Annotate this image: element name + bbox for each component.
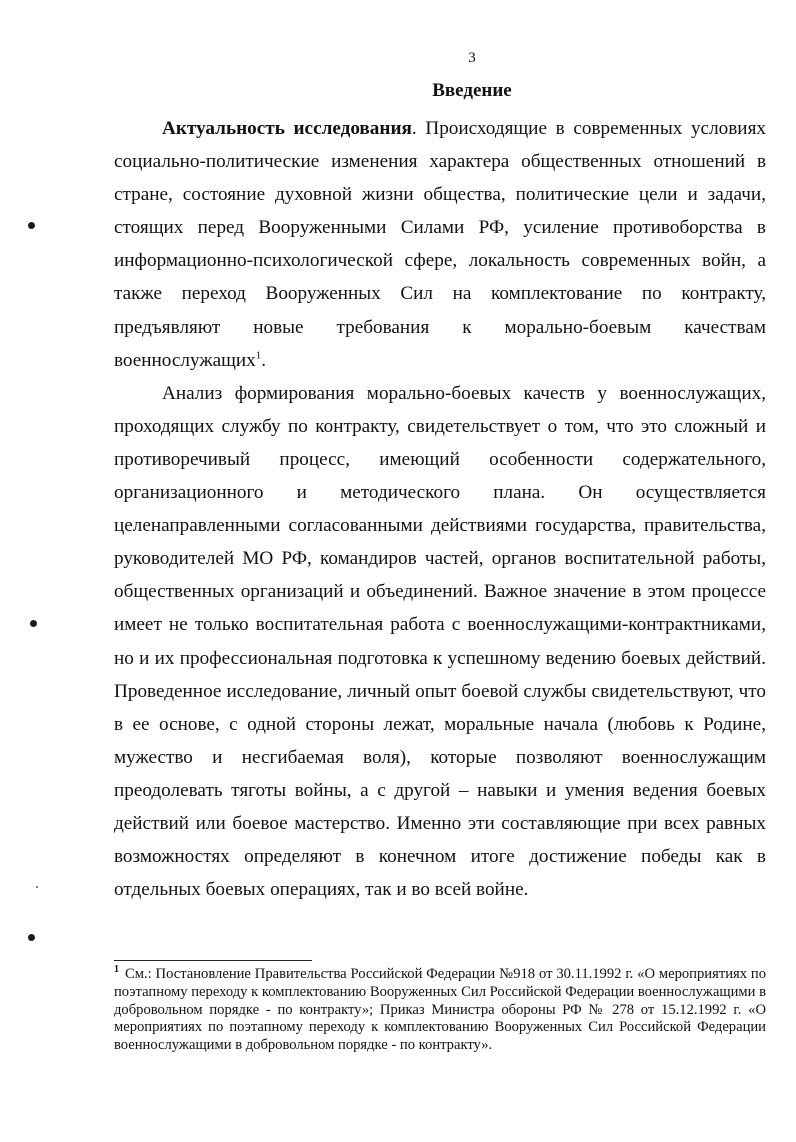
footnote-separator [114, 960, 312, 961]
paragraph-lead: Актуальность исследования [162, 118, 412, 139]
paragraph-relevance [114, 112, 766, 377]
paragraph-end: . [261, 349, 267, 371]
paragraph-lead-punct: . [411, 118, 426, 139]
section-heading: Введение [432, 80, 512, 101]
paragraph-text: Происходящие в современных условиях социально-политические изменения характера общественных отношений в стране, состояние духовной жизни общества, политические цели и задачи, стоящих перед Вооруженными Силами РФ, усиление противоборства в информационно-психологической сфере, локальность современных войн, а также переход Вооруженных Сил на комплектование по контракту, предъявляют новые требования к морально-боевым качествам военнослужащих [114, 118, 766, 371]
body-text [114, 112, 766, 906]
margin-mark [30, 620, 37, 627]
paragraph-analysis: Анализ формирования морально-боевых качеств у военнослужащих, проходящих службу по контракту, свидетельствует о том, что это сложный и противоречивый процесс, имеющий особенности содержательного, организационного и методического плана. Он осуществляется целенаправленными согласованными действиями государства, правительства, руководителей МО РФ, командиров частей, органов воспитательной работы, общественных организаций и объединений. Важное значение в этом процессе имеет не только воспитательная работа с военнослужащими-контрактниками, но и их профессиональная подготовка к успешному ведению боевых действий. Проведенное исследование, личный опыт боевой службы свидетельствуют, что в ее основе, с одной стороны лежат, моральные начала (любовь к Родине, мужество и несгибаемая воля), которые позволяют военнослужащим преодолевать тяготы войны, а с другой – навыки и умения ведения боевых действий или боевое мастерство. Именно эти составляющие при всех равных возможностях определяют в конечном итоге достижение победы как в отдельных боевых операциях, так и во всей войне. [114, 382, 766, 901]
scan-speck [36, 886, 38, 888]
page-number: 3 [468, 50, 476, 66]
margin-mark [28, 222, 35, 229]
footnote [114, 966, 766, 1055]
margin-mark [28, 934, 35, 941]
footnote-marker: 1 [114, 964, 119, 976]
footnote-text: См.: Постановление Правительства Российской Федерации №918 от 30.11.1992 г. «О мероприятиях по поэтапному переходу к комплектованию Вооруженных Сил Российской Федерации военнослужащими в добровольном порядке - по контракту»; Приказ Министра обороны РФ № 278 от 15.12.1992 г. «О мероприятиях по поэтапному переходу к комплектованию Вооруженных Сил Российской Федерации военнослужащими в добровольном порядке - по контракту». [114, 966, 766, 1054]
footnote-reference: 1 [255, 349, 262, 362]
